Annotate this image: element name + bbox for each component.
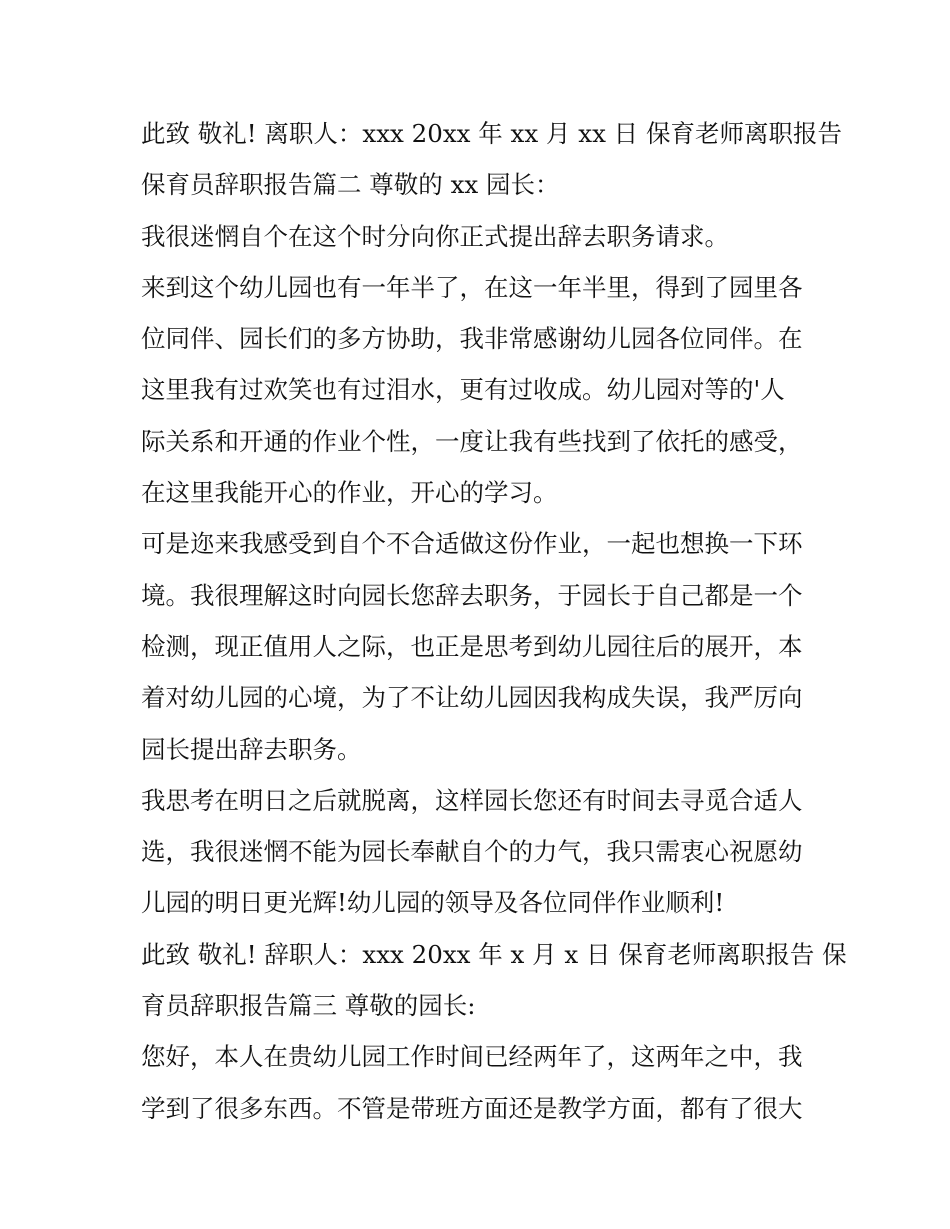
text-line: 境。我很理解这时向园长您辞去职务，于园长于自己都是一个 — [141, 580, 803, 610]
text-line: 来到这个幼儿园也有一年半了，在这一年半里，得到了园里各 — [141, 272, 803, 302]
text-line: 际关系和开通的作业个性，一度让我有些找到了依托的感受， — [141, 426, 803, 456]
text-line: 这里我有过欢笑也有过泪水，更有过收成。幼儿园对等的'人 — [141, 375, 785, 405]
text-line: 检测，现正值用人之际，也正是思考到幼儿园往后的展开，本 — [141, 631, 803, 661]
text-line: 您好，本人在贵幼儿园工作时间已经两年了，这两年之中，我 — [141, 1042, 803, 1072]
text-line: 儿园的明日更光辉!幼儿园的领导及各位同伴作业顺利! — [141, 888, 725, 918]
text-line: 在这里我能开心的作业，开心的学习。 — [141, 478, 558, 508]
text-line: 位同伴、园长们的多方协助，我非常感谢幼儿园各位同伴。在 — [141, 324, 803, 354]
text-line: 着对幼儿园的心境，为了不让幼儿园因我构成失误，我严厉向 — [141, 683, 803, 713]
text-line: 我很迷惘自个在这个时分向你正式提出辞去职务请求。 — [141, 221, 729, 251]
document-body — [141, 108, 847, 1134]
text-line: 育员辞职报告篇三 尊敬的园长: — [141, 991, 476, 1021]
text-line: 保育员辞职报告篇二 尊敬的 xx 园长： — [141, 170, 560, 200]
text-line: 学到了很多东西。不管是带班方面还是教学方面，都有了很大 — [141, 1093, 803, 1123]
text-line: 我思考在明日之后就脱离，这样园长您还有时间去寻觅合适人 — [141, 785, 803, 815]
text-line: 此致 敬礼! 辞职人：xxx 20xx 年 x 月 x 日 保育老师离职报告 保 — [141, 939, 847, 969]
text-line: 此致 敬礼! 离职人：xxx 20xx 年 xx 月 xx 日 保育老师离职报告 — [141, 119, 842, 148]
text-line: 可是迩来我感受到自个不合适做这份作业，一起也想换一下环 — [141, 529, 803, 559]
text-line: 园长提出辞去职务。 — [141, 734, 362, 764]
text-line: 选，我很迷惘不能为园长奉献自个的力气，我只需衷心祝愿幼 — [141, 837, 803, 867]
